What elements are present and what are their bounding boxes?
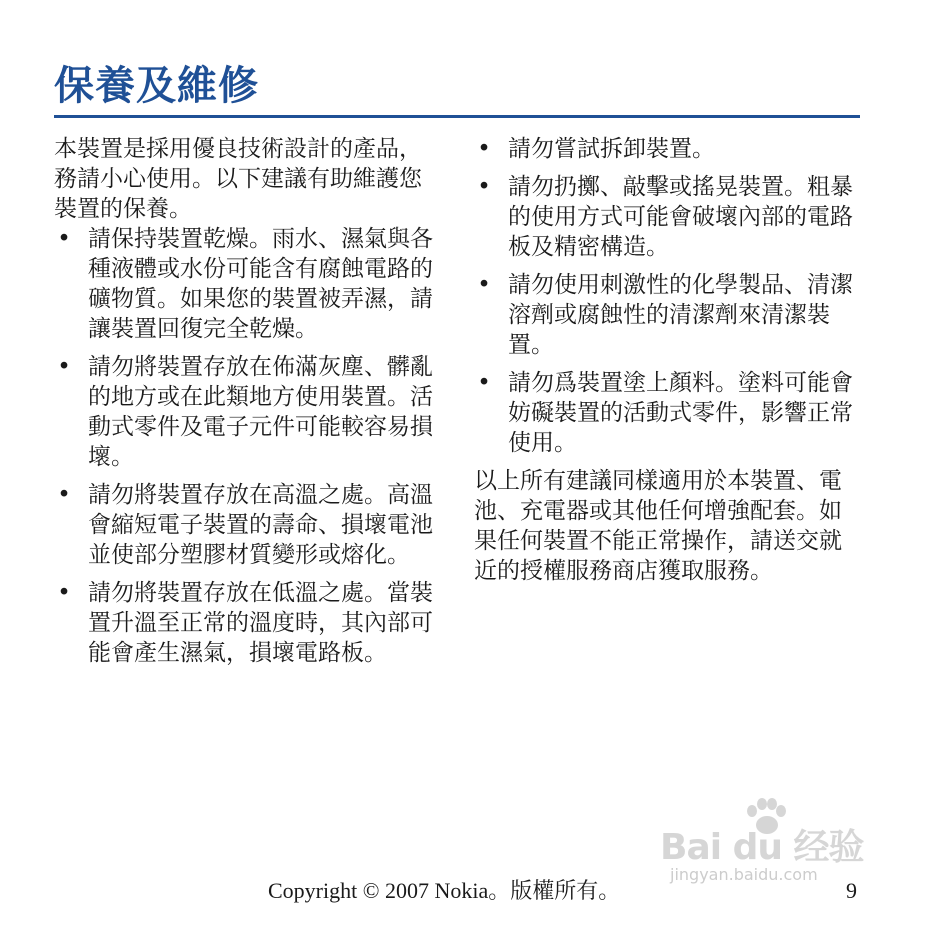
page-title: 保養及維修 (54, 62, 259, 109)
list-item-text: 請勿將裝置存放在佈滿灰塵、髒亂的地方或在此類地方使用裝置。活動式零件及電子元件可能較容易損壞。 (88, 354, 433, 470)
page-number: 9 (846, 878, 857, 903)
list-item-text: 請勿爲裝置塗上顏料。塗料可能會妨礙裝置的活動式零件，影響正常使用。 (508, 370, 853, 456)
list-item-text: 請保持裝置乾燥。雨水、濕氣與各種液體或水份可能含有腐蝕電路的礦物質。如果您的裝置被弄濕，請讓裝置回復完全乾燥。 (88, 226, 433, 342)
list-item-text: 請勿扔擲、敲擊或搖晃裝置。粗暴的使用方式可能會破壞內部的電路板及精密構造。 (508, 174, 853, 260)
outro-paragraph: 以上所有建議同樣適用於本裝置、電池、充電器或其他任何增強配套。如果任何裝置不能正常操作，請送交就近的授權服務商店獲取服務。 (474, 468, 842, 584)
watermark-url: jingyan.baidu.com (670, 865, 818, 884)
watermark-brand: Bai du 经验 (660, 827, 864, 868)
left-column (54, 134, 434, 676)
list-item-text: 請勿嘗試拆卸裝置。 (508, 136, 715, 162)
bullet-icon: • (477, 370, 491, 396)
list-item (474, 368, 854, 458)
list-item (54, 480, 434, 570)
right-column (474, 134, 854, 586)
bullet-icon: • (477, 136, 491, 162)
bullet-icon: • (57, 580, 71, 606)
list-item (474, 134, 854, 164)
list-item (54, 352, 434, 472)
left-bullet-list (54, 224, 434, 668)
bullet-icon: • (57, 482, 71, 508)
list-item-text: 請勿將裝置存放在低溫之處。當裝置升溫至正常的溫度時，其內部可能會產生濕氣，損壞電路板。 (88, 580, 433, 666)
intro-paragraph: 本裝置是採用優良技術設計的產品，務請小心使用。以下建議有助維護您裝置的保養。 (54, 136, 422, 222)
title-rule (54, 115, 860, 118)
list-item (54, 578, 434, 668)
bullet-icon: • (57, 354, 71, 380)
list-item (474, 270, 854, 360)
baidu-watermark (660, 795, 875, 890)
bullet-icon: • (57, 226, 71, 252)
copyright-footer: Copyright © 2007 Nokia。版權所有。 (268, 878, 621, 903)
list-item-text: 請勿將裝置存放在高溫之處。高溫會縮短電子裝置的壽命、損壞電池並使部分塑膠材質變形或熔化。 (88, 482, 433, 568)
bullet-icon: • (477, 272, 491, 298)
list-item-text: 請勿使用刺激性的化學製品、清潔溶劑或腐蝕性的清潔劑來清潔裝置。 (508, 272, 853, 358)
list-item (474, 172, 854, 262)
bullet-icon: • (477, 174, 491, 200)
right-bullet-list (474, 134, 854, 458)
list-item (54, 224, 434, 344)
